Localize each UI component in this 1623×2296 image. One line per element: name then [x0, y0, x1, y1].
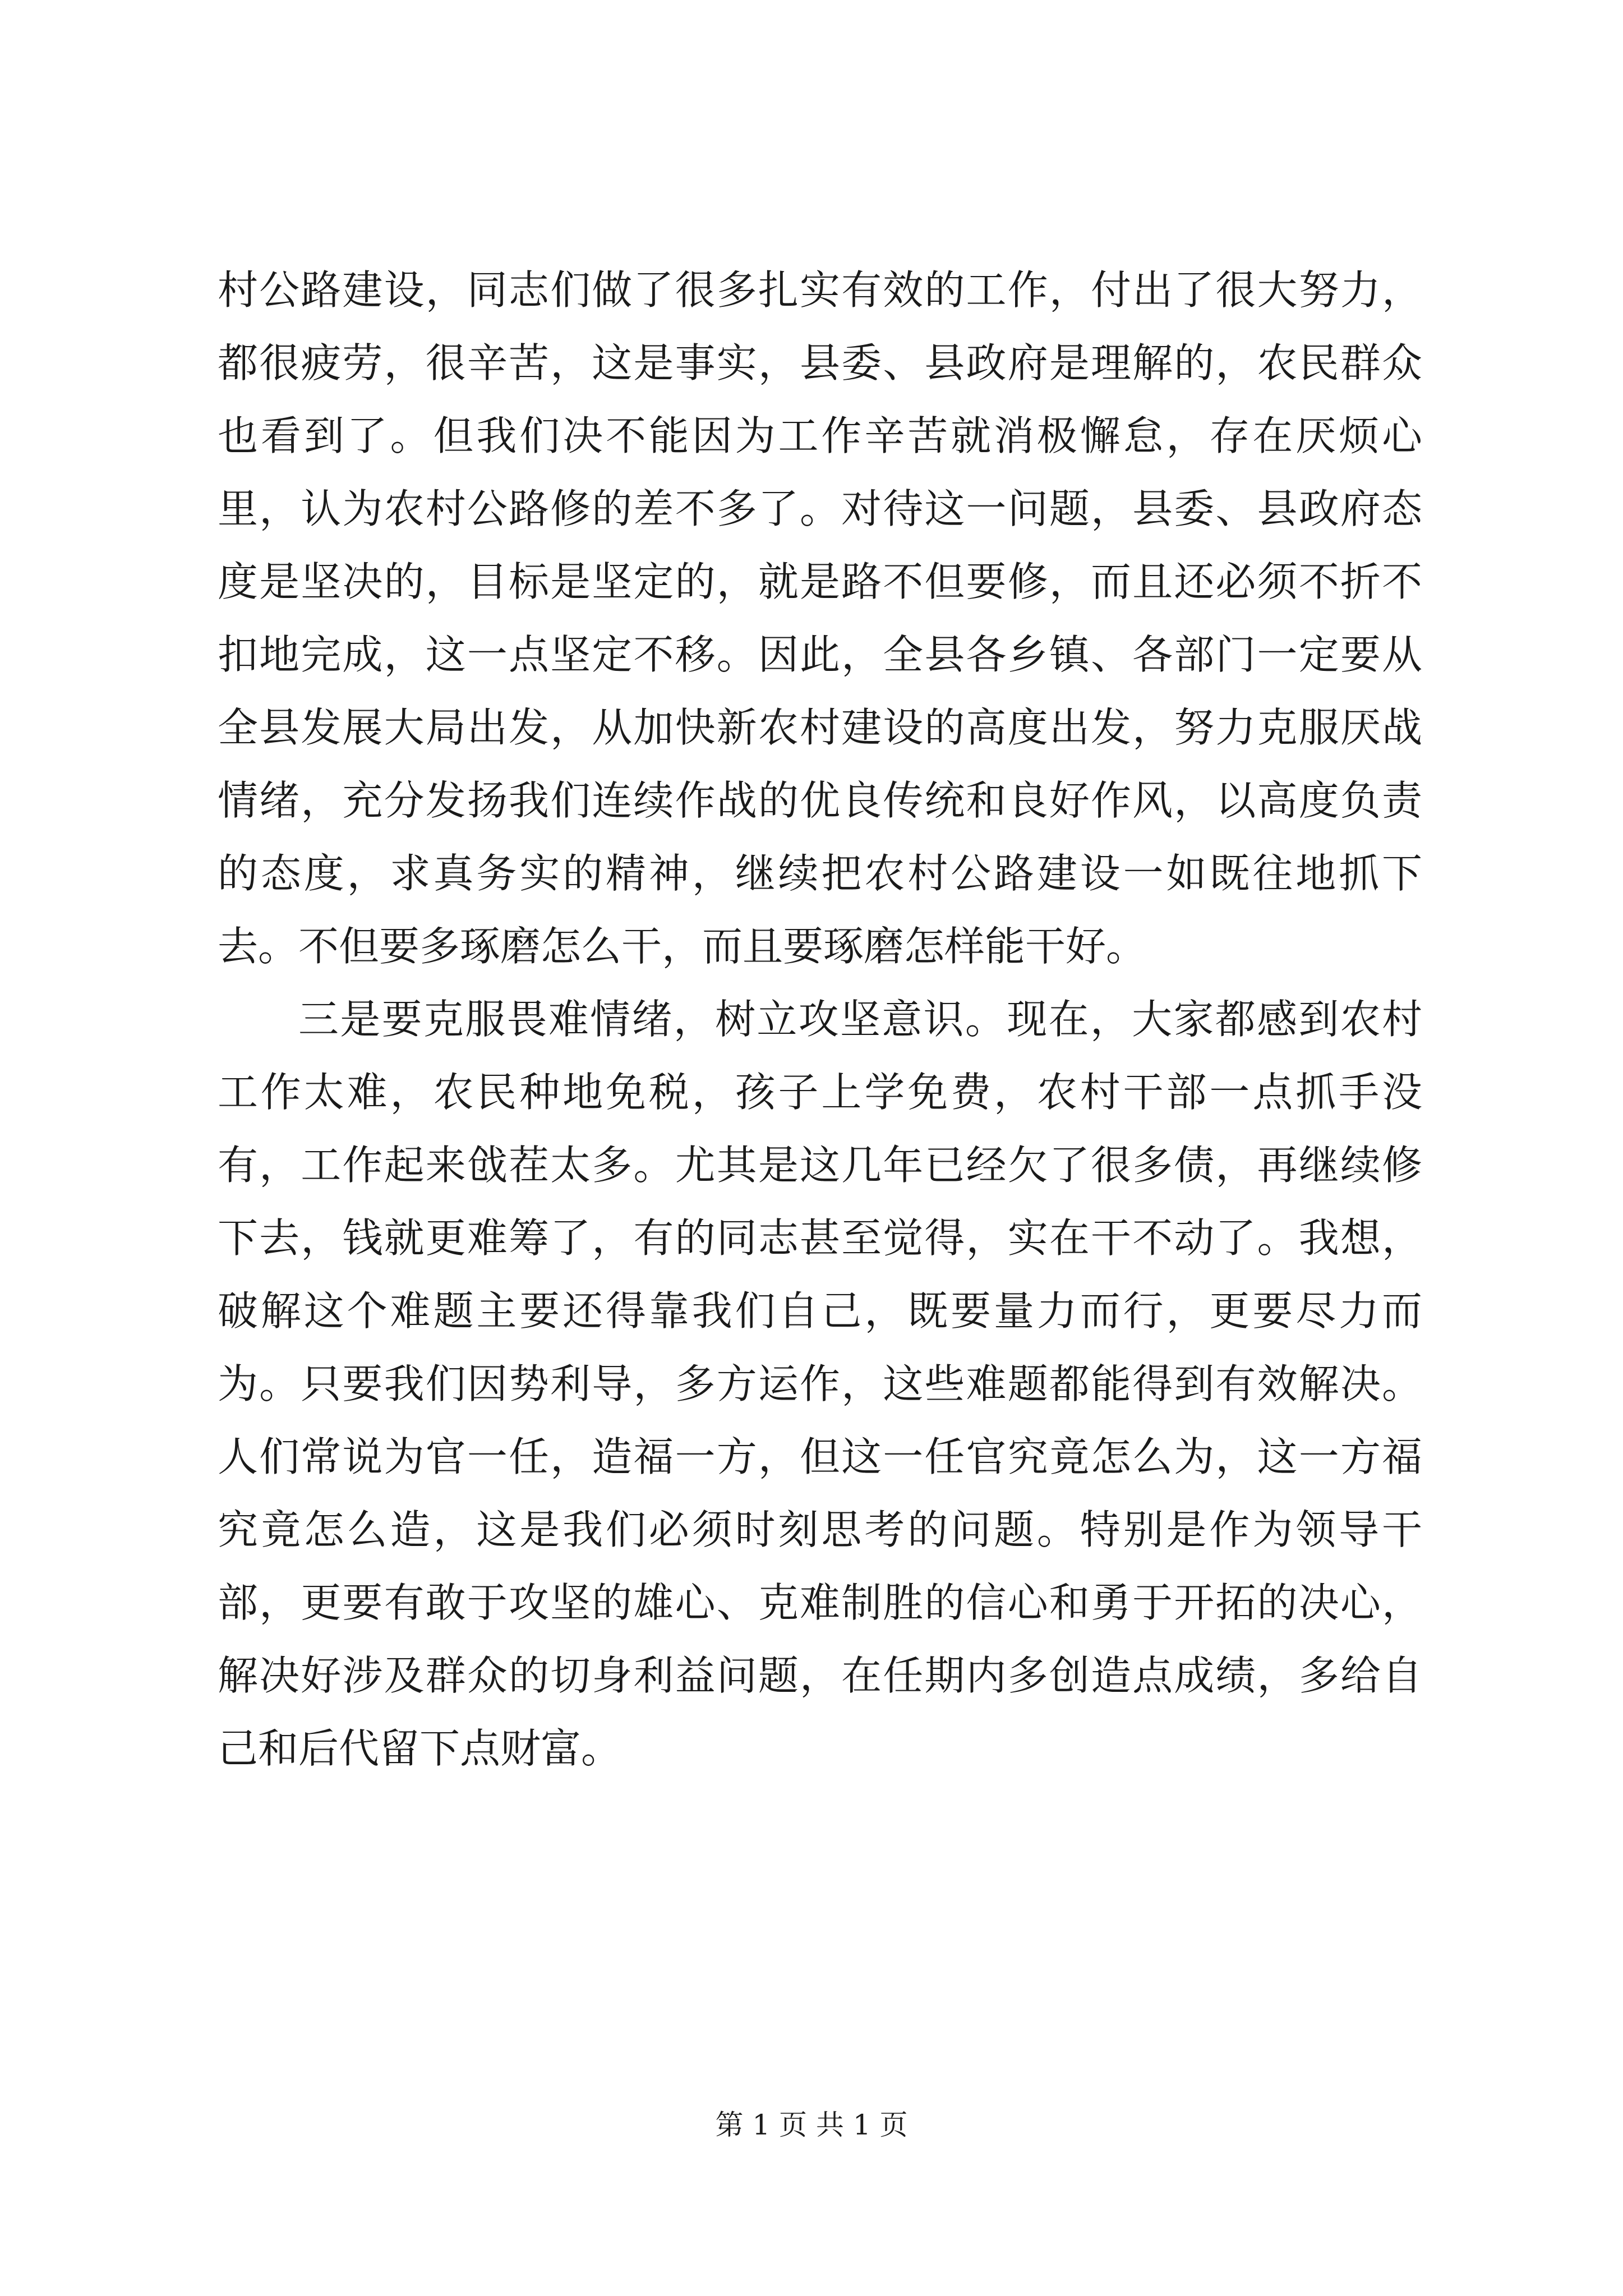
- page-footer: [0, 2107, 1623, 2143]
- page-number-label: 第 1 页 共 1 页: [715, 2109, 908, 2141]
- paragraph-1: 村公路建设，同志们做了很多扎实有效的工作，付出了很大努力，都很疲劳，很辛苦，这是事实，县委、县政府是理解的，农民群众也看到了。但我们决不能因为工作辛苦就消极懈怠，存在厌烦心里，认为农村公路修的差不多了。对待这一问题，县委、县政府态度是坚决的，目标是坚定的，就是路不但要修，而且还必须不折不扣地完成，这一点坚定不移。因此，全县各乡镇、各部门一定要从全县发展大局出发，从加快新农村建设的高度出发，努力克服厌战情绪，充分发扬我们连续作战的优良传统和良好作风，以高度负责的态度，求真务实的精神，继续把农村公路建设一如既往地抓下去。不但要多琢磨怎么干，而且要琢磨怎样能干好。: [218, 266, 1422, 970]
- paragraph-2: 三是要克服畏难情绪，树立攻坚意识。现在，大家都感到农村工作太难，农民种地免税，孩子上学免费，农村干部一点抓手没有，工作起来戗茬太多。尤其是这几年已经欠了很多债，再继续修下去，钱就更难筹了，有的同志甚至觉得，实在干不动了。我想，破解这个难题主要还得靠我们自己，既要量力而行，更要尽力而为。只要我们因势利导，多方运作，这些难题都能得到有效解决。人们常说为官一任，造福一方，但这一任官究竟怎么为，这一方福究竟怎么造，这是我们必须时刻思考的问题。特别是作为领导干部，更要有敢于攻坚的雄心、克难制胜的信心和勇于开拓的决心，解决好涉及群众的切身利益问题，在任期内多创造点成绩，多给自己和后代留下点财富。: [218, 996, 1422, 1772]
- body-text: [218, 254, 1422, 1785]
